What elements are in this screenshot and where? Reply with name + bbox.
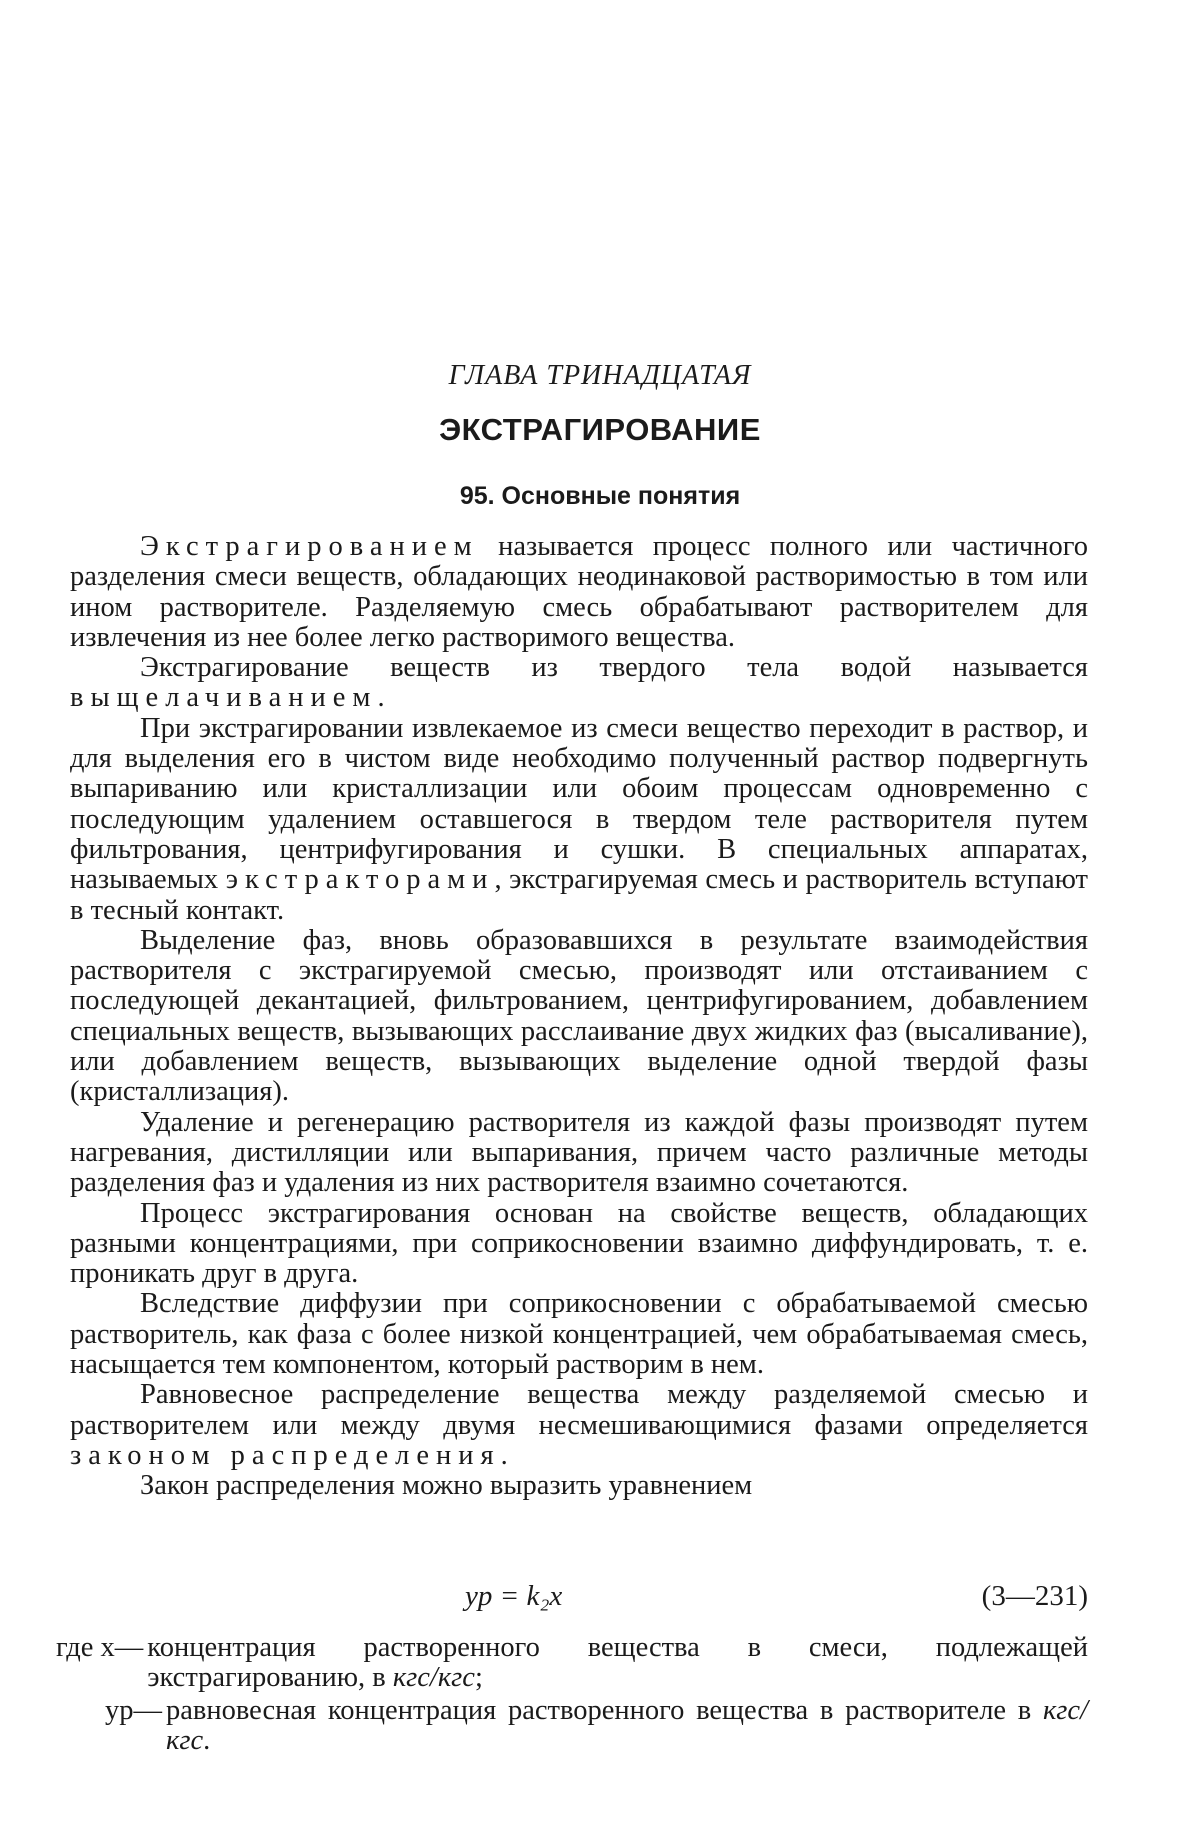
paragraph-8-text: Равновесное распределение вещества между разделяемой смесью и растворителем или между двумя несмешивающимися фазами определяется bbox=[70, 1379, 1088, 1441]
definition-unit: кгс/кгс bbox=[166, 1694, 1088, 1756]
definitions-list bbox=[56, 1633, 1088, 1758]
paragraph-2-text: Экстрагирование веществ из твердого тела водой называется bbox=[140, 652, 1088, 684]
definition-x bbox=[56, 1633, 1088, 1694]
paragraph-5: Удаление и регенерацию растворителя из каждой фазы производят путем нагревания, дистилляции или выпаривания, причем часто различные методы разделения фаз и удаления из них растворителя взаимно сочетаются. bbox=[70, 1106, 1088, 1199]
paragraph-2 bbox=[70, 653, 1088, 714]
paragraph-3-end: , экстрагируемая смесь и растворитель вступают в тесный контакт. bbox=[70, 864, 1088, 926]
paragraph-7: Вследствие диффузии при соприкосновении с обрабатываемой смесью растворитель, как фаза с более низкой концентрацией, чем обрабатываемая смесь, насыщается тем компонентом, который растворим в нем. bbox=[70, 1288, 1088, 1381]
paragraph-2-end: . bbox=[377, 682, 385, 714]
paragraph-8-end: . bbox=[500, 1439, 508, 1471]
definition-end: . bbox=[203, 1724, 211, 1756]
definition-end: ; bbox=[474, 1662, 483, 1694]
section-heading: 95. Основные понятия bbox=[459, 482, 741, 510]
paragraph-4: Выделение фаз, вновь образовавшихся в результате взаимодействия растворителя с экстрагируемой смесью, производят или отстаиванием с последующей декантацией, фильтрованием, центрифугированием, добавлением специальных веществ, вызывающих расслаивание двух жидких фаз (высаливание), или добавлением веществ, вызывающих выделение одной твердой фазы (кристаллизация). bbox=[70, 924, 1088, 1108]
definition-text bbox=[147, 1633, 1088, 1694]
equation-number: (3—231) bbox=[981, 1580, 1088, 1612]
definition-symbol: yр— bbox=[105, 1694, 162, 1726]
term-extractors: экстракторами bbox=[225, 864, 495, 896]
definition-body: концентрация растворенного вещества в смеси, подлежащей экстрагированию, в bbox=[147, 1632, 1088, 1694]
definition-body: равновесная концентрация растворенного вещества в растворителе в bbox=[166, 1694, 1043, 1726]
chapter-heading: ГЛАВА ТРИНАДЦАТАЯ bbox=[448, 360, 752, 391]
body-text bbox=[70, 532, 1088, 1502]
paragraph-1-text: называется процесс полного или частичного разделения смеси веществ, обладающих неодинаковой растворимостью в том или ином растворителе. Разделяемую смесь обрабатывают растворителем для извлечения из нее более легко растворимого вещества. bbox=[70, 531, 1088, 653]
paragraph-9: Закон распределения можно выразить уравнением bbox=[140, 1470, 753, 1502]
definition-yp bbox=[56, 1696, 1088, 1757]
definition-symbol: где x— bbox=[56, 1632, 144, 1663]
term-distribution-law: законом распределения bbox=[70, 1439, 501, 1471]
paragraph-8 bbox=[70, 1380, 1088, 1471]
equation-block bbox=[70, 1580, 1088, 1620]
term-leaching: выщелачиванием bbox=[70, 682, 378, 714]
chapter-title: ЭКСТРАГИРОВАНИЕ bbox=[439, 412, 761, 447]
paragraph-3-text: При экстрагировании извлекаемое из смеси вещество переходит в раствор, и для выделения его в чистом виде необходимо полученный раствор подвергнуть выпариванию или кристаллизации или обоим процессам одновременно с последующим удалением оставшегося в твердом теле растворителя путем фильтрования, центрифугирования и сушки. В специальных аппаратах, называемых bbox=[70, 712, 1088, 896]
paragraph-3 bbox=[70, 714, 1088, 926]
definition-text bbox=[166, 1696, 1088, 1757]
paragraph-6: Процесс экстрагирования основан на свойстве веществ, обладающих разными концентрациями, при соприкосновении взаимно диффундировать, т. е. проникать друг в друга. bbox=[70, 1197, 1088, 1290]
equation: yр = k₂x bbox=[465, 1580, 563, 1612]
definition-unit: кгс/кгс bbox=[392, 1662, 475, 1694]
paragraph-1 bbox=[70, 532, 1088, 653]
term-extraction: Экстрагированием bbox=[140, 531, 479, 562]
